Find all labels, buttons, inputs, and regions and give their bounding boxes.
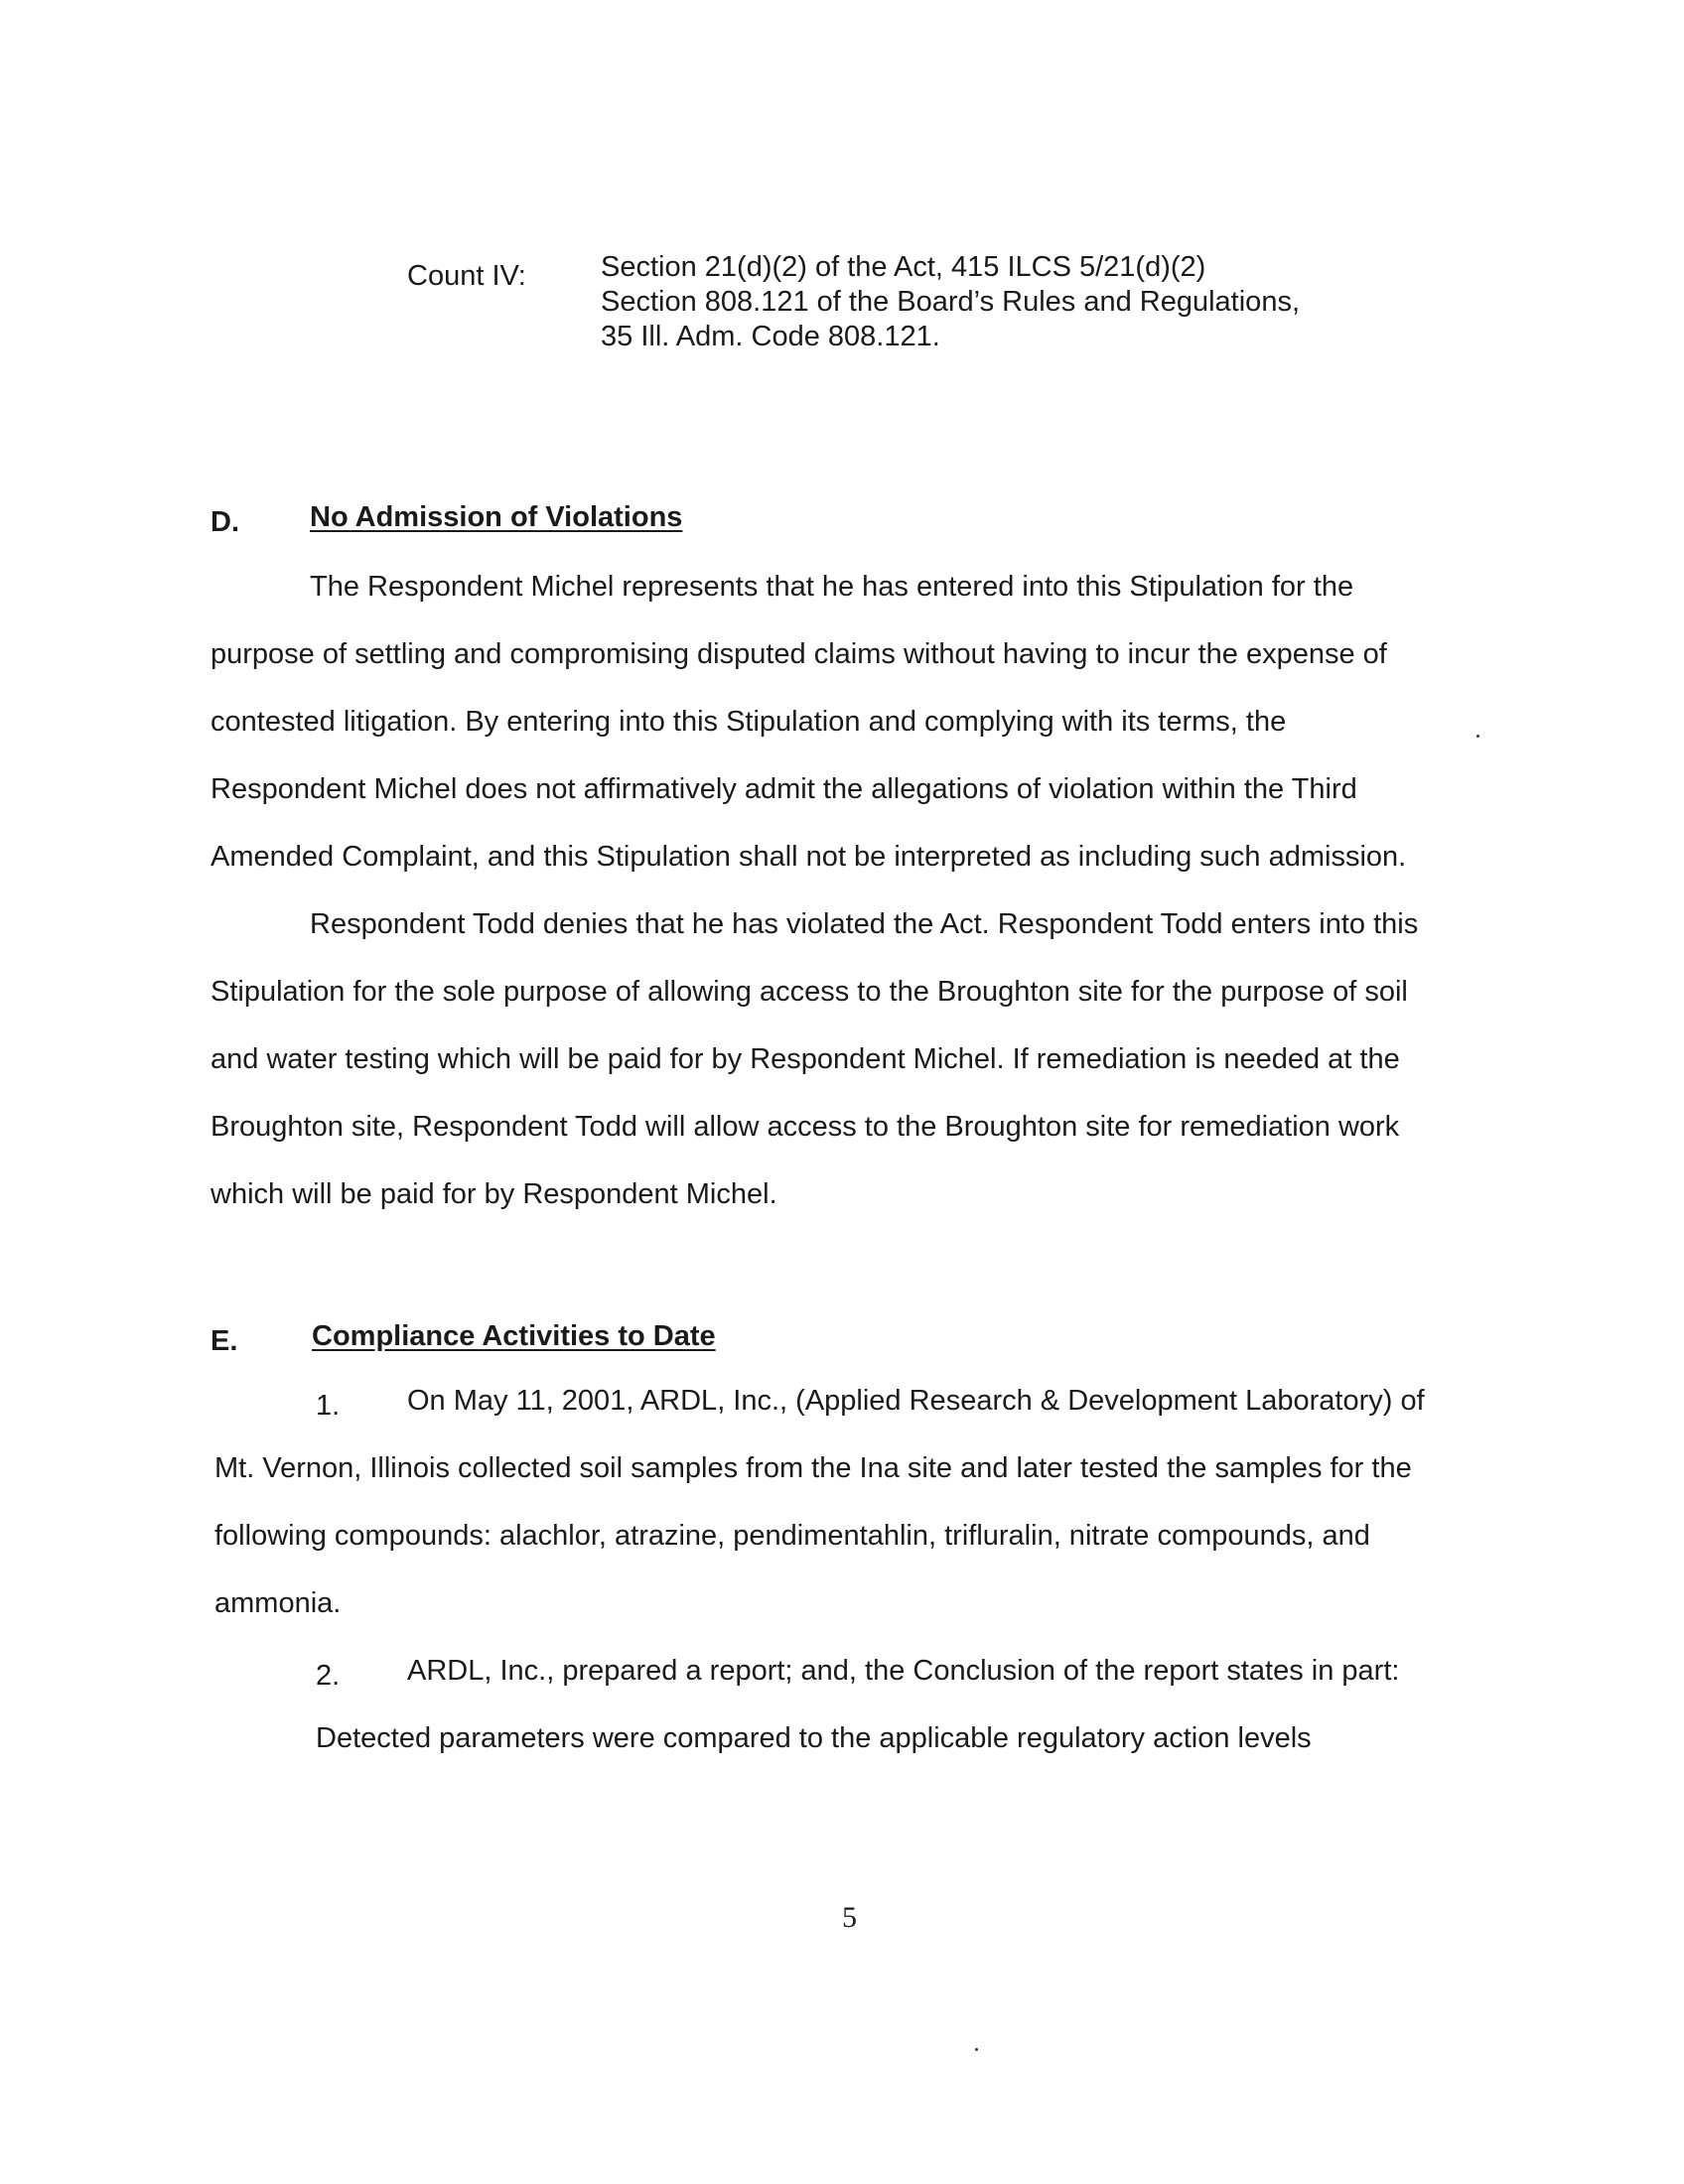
item-number: 1. [316,1390,341,1422]
paragraph-line: Detected parameters were compared to the applicable regulatory action levels [316,1722,1312,1754]
section-d-heading: No Admission of Violations [310,501,683,533]
item-number: 2. [316,1660,341,1692]
section-e-letter: E. [210,1325,238,1357]
paragraph-line: ammonia. [214,1587,342,1619]
scan-speck [975,2048,978,2051]
paragraph-line: Broughton site, Respondent Todd will allow access to the Broughton site for remediation work [210,1111,1400,1143]
count-citation-line: Section 808.121 of the Board’s Rules and Regulations, [601,286,1301,318]
section-e-heading: Compliance Activities to Date [312,1320,716,1352]
paragraph-line: contested litigation. By entering into this Stipulation and complying with its terms, the [210,706,1287,738]
count-citation-line: Section 21(d)(2) of the Act, 415 ILCS 5/21(d)(2) [601,251,1206,283]
paragraph-line: ARDL, Inc., prepared a report; and, the Conclusion of the report states in part: [407,1655,1400,1687]
paragraph-line: Respondent Michel does not affirmatively admit the allegations of violation within the Third [210,773,1357,805]
scan-speck [1476,735,1479,738]
paragraph-line: which will be paid for by Respondent Michel. [210,1178,777,1210]
page-number: 5 [842,1901,857,1934]
paragraph-line: Stipulation for the sole purpose of allowing access to the Broughton site for the purpose of soil [210,976,1408,1008]
count-citation-line: 35 Ill. Adm. Code 808.121. [601,321,940,352]
paragraph-line: The Respondent Michel represents that he has entered into this Stipulation for the [310,571,1354,603]
paragraph-line: Mt. Vernon, Illinois collected soil samples from the Ina site and later tested the samples for the [214,1452,1412,1484]
paragraph-line: On May 11, 2001, ARDL, Inc., (Applied Research & Development Laboratory) of [407,1385,1425,1417]
section-d-letter: D. [210,506,239,538]
paragraph-line: following compounds: alachlor, atrazine, pendimentahlin, trifluralin, nitrate compounds, and [214,1520,1370,1552]
count-label: Count IV: [407,260,526,292]
paragraph-line: purpose of settling and compromising disputed claims without having to incur the expense of [210,638,1387,670]
paragraph-line: Respondent Todd denies that he has violated the Act. Respondent Todd enters into this [310,908,1419,940]
paragraph-line: Amended Complaint, and this Stipulation shall not be interpreted as including such admission. [210,841,1407,873]
paragraph-line: and water testing which will be paid for by Respondent Michel. If remediation is needed at the [210,1043,1400,1075]
